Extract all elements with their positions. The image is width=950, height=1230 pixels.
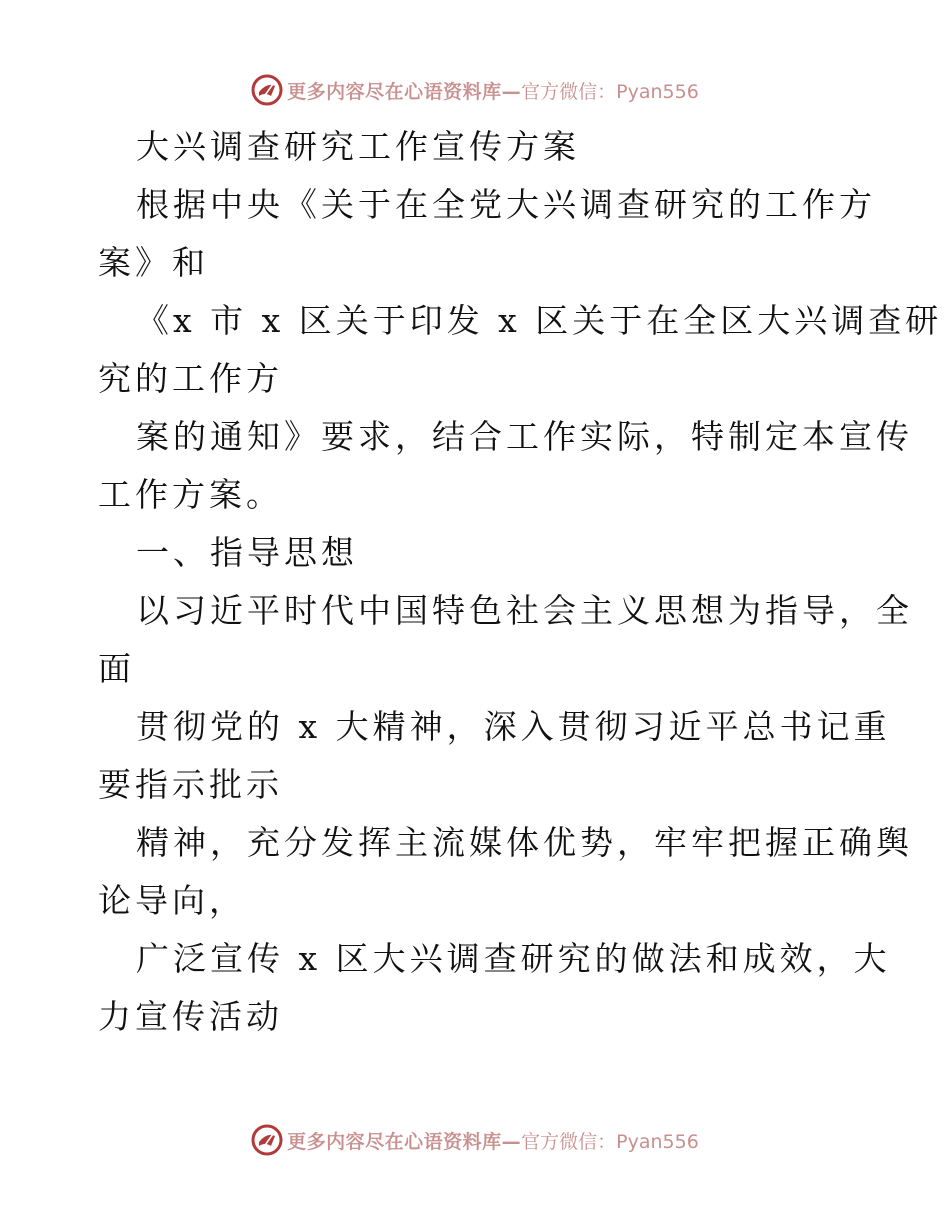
paragraph-line: 《x 市 x 区关于印发 x 区关于在全区大兴调查研 (136, 301, 943, 340)
paragraph-line: 要指示批示 (98, 765, 283, 804)
paragraph-line: 贯彻党的 x 大精神，深入贯彻习近平总书记重 (136, 707, 891, 746)
paragraph-line: 工作方案。 (98, 475, 283, 514)
paragraph-line: 广泛宣传 x 区大兴调查研究的做法和成效，大 (136, 939, 891, 978)
paragraph-line: 根据中央《关于在全党大兴调查研究的工作方 (136, 185, 876, 224)
document-body (98, 118, 943, 1046)
paragraph-line: 以习近平时代中国特色社会主义思想为指导，全 (136, 591, 913, 630)
watermark-contact: 官方微信：Pyan556 (521, 80, 699, 103)
paragraph-line: 案》和 (98, 243, 209, 282)
watermark-text: 更多内容尽在心语资料库— (287, 1130, 522, 1153)
paragraph-line: 究的工作方 (98, 359, 283, 398)
book-logo-icon (251, 74, 283, 106)
paragraph-line: 面 (98, 649, 135, 688)
document-title: 大兴调查研究工作宣传方案 (136, 127, 580, 166)
watermark-text: 更多内容尽在心语资料库— (287, 80, 522, 103)
watermark-contact: 官方微信：Pyan556 (521, 1130, 699, 1153)
paragraph-line: 力宣传活动 (98, 997, 283, 1036)
paragraph-line: 案的通知》要求，结合工作实际，特制定本宣传 (136, 417, 913, 456)
header-watermark (0, 73, 950, 107)
paragraph-line: 论导向， (98, 881, 246, 920)
paragraph-line: 精神，充分发挥主流媒体优势，牢牢把握正确舆 (136, 823, 913, 862)
footer-watermark (0, 1123, 950, 1157)
section-heading: 一、指导思想 (136, 533, 358, 572)
book-logo-icon (251, 1124, 283, 1156)
